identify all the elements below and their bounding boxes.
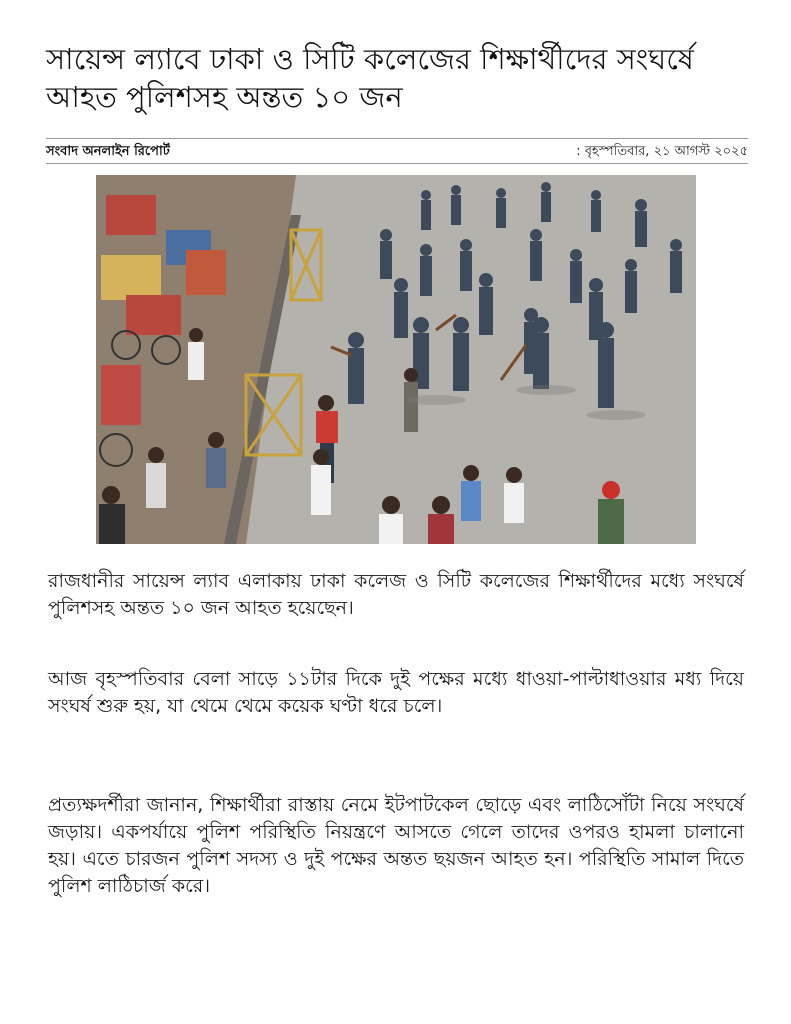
byline: সংবাদ অনলাইন রিপোর্ট xyxy=(46,144,170,159)
article-paragraph-1: রাজধানীর সায়েন্স ল্যাব এলাকায় ঢাকা কলেজ ও সিটি কলেজের শিক্ষার্থীদের মধ্যে সংঘর্ষে পুলিশসহ অন্তত ১০ জন আহত হয়েছেন। xyxy=(48,570,744,619)
article-meta-bar xyxy=(46,138,748,164)
publish-date: : বৃহস্পতিবার, ২১ আগস্ট ২০২৫ xyxy=(576,144,748,159)
article-paragraph-3: প্রত্যক্ষদর্শীরা জানান, শিক্ষার্থীরা রাস্তায় নেমে ইটপাটকেল ছোড়ে এবং লাঠিসোঁটা নিয়ে সংঘর্ষে জড়ায়। একপর্যায়ে পুলিশ পরিস্থিতি নিয়ন্ত্রণে আসতে গেলে তাদের ওপরও হামলা চালানো হয়। এতে চারজন পুলিশ সদস্য ও দুই পক্ষের অন্তত ছয়জন আহত হন। পরিস্থিতি সামাল দিতে পুলিশ লাঠিচার্জ করে। xyxy=(48,794,744,897)
news-photo xyxy=(96,175,696,544)
clash-scene-illustration xyxy=(96,175,696,544)
article-headline: সায়েন্স ল্যাবে ঢাকা ও সিটি কলেজের শিক্ষার্থীদের সংঘর্ষে আহত পুলিশসহ অন্তত ১০ জন xyxy=(46,42,694,114)
article-paragraph-2: আজ বৃহস্পতিবার বেলা সাড়ে ১১টার দিকে দুই পক্ষের মধ্যে ধাওয়া-পাল্টাধাওয়ার মধ্য দিয়ে সংঘর্ষ শুরু হয়, যা থেমে থেমে কয়েক ঘণ্টা ধরে চলে। xyxy=(48,668,744,717)
